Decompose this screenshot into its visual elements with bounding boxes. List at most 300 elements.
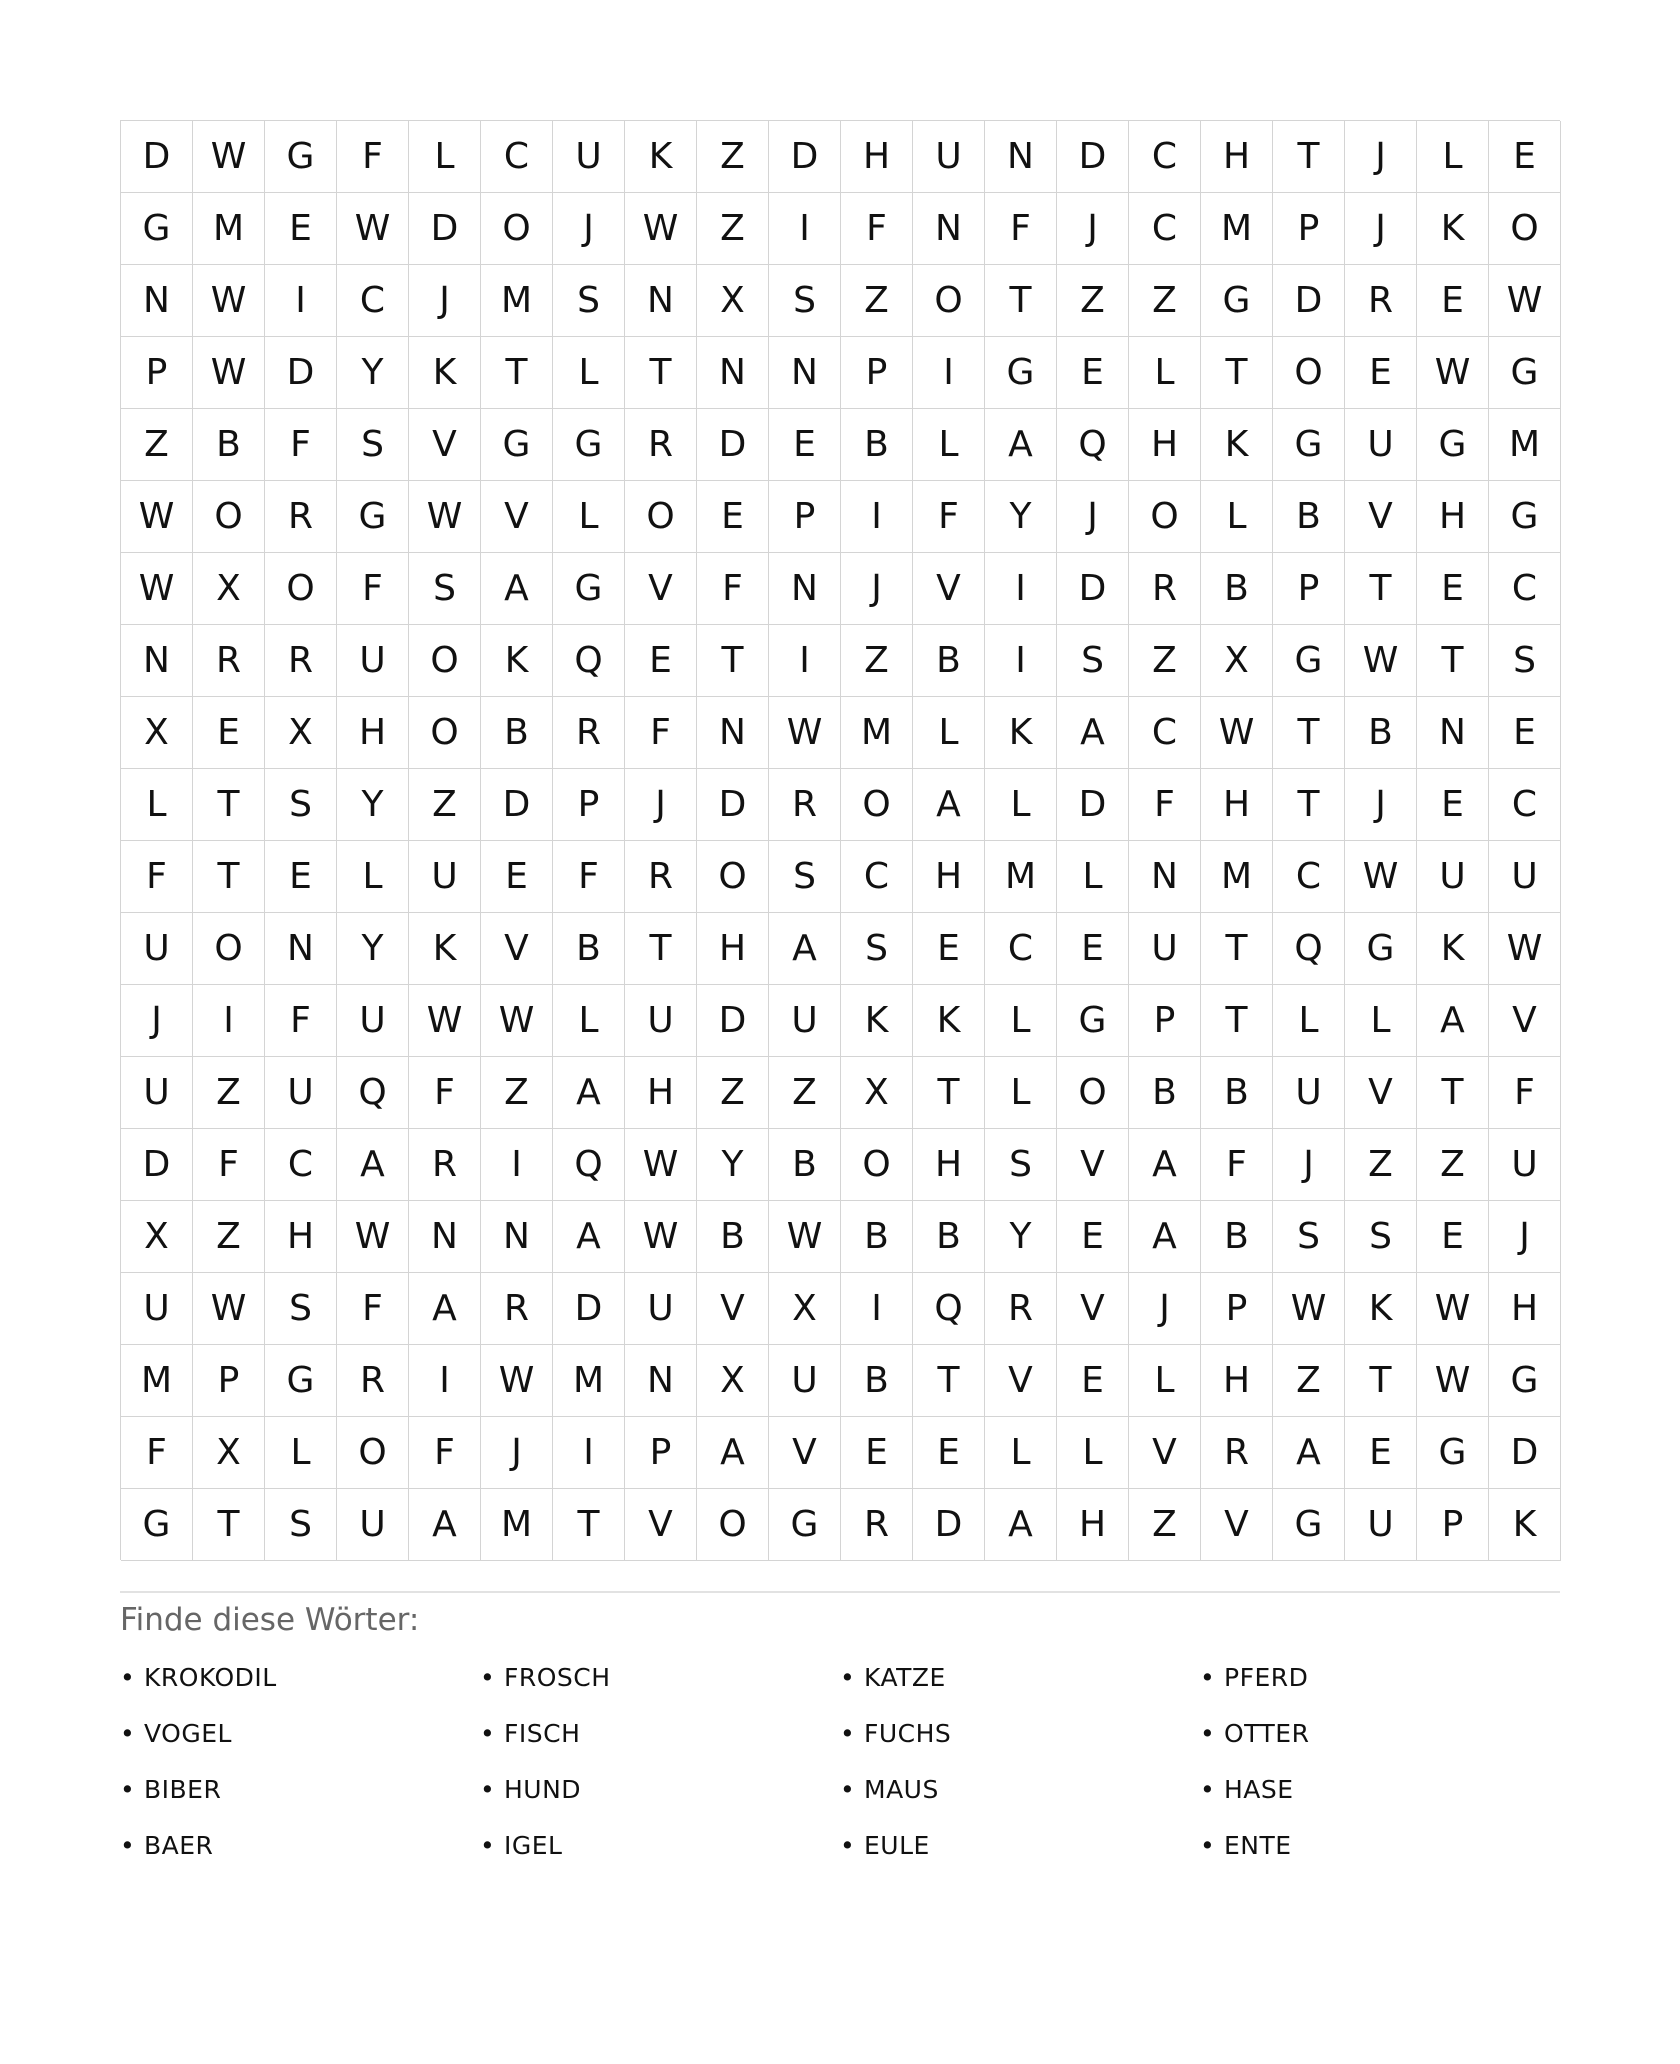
grid-cell[interactable]: U [337,1489,409,1561]
grid-cell[interactable]: W [1417,1345,1489,1417]
grid-cell[interactable]: M [1201,193,1273,265]
grid-cell[interactable]: O [193,481,265,553]
grid-cell[interactable]: S [265,1489,337,1561]
grid-cell[interactable]: Q [553,625,625,697]
grid-cell[interactable]: W [193,337,265,409]
grid-cell[interactable]: M [121,1345,193,1417]
grid-cell[interactable]: Z [1129,1489,1201,1561]
grid-cell[interactable]: F [1489,1057,1561,1129]
grid-cell[interactable]: Q [1273,913,1345,985]
grid-cell[interactable]: L [337,841,409,913]
grid-cell[interactable]: F [265,985,337,1057]
grid-cell[interactable]: K [1201,409,1273,481]
grid-cell[interactable]: C [1129,697,1201,769]
grid-cell[interactable]: L [409,121,481,193]
grid-cell[interactable]: R [985,1273,1057,1345]
grid-cell[interactable]: B [841,1345,913,1417]
grid-cell[interactable]: G [769,1489,841,1561]
grid-cell[interactable]: H [1201,769,1273,841]
grid-cell[interactable]: M [481,265,553,337]
grid-cell[interactable]: T [193,769,265,841]
grid-cell[interactable]: K [1489,1489,1561,1561]
grid-cell[interactable]: T [1345,1345,1417,1417]
grid-cell[interactable]: D [265,337,337,409]
grid-cell[interactable]: I [769,193,841,265]
grid-cell[interactable]: T [1345,553,1417,625]
grid-cell[interactable]: D [481,769,553,841]
grid-cell[interactable]: D [1057,121,1129,193]
grid-cell[interactable]: B [1201,1057,1273,1129]
grid-cell[interactable]: T [193,1489,265,1561]
grid-cell[interactable]: Z [1129,265,1201,337]
grid-cell[interactable]: E [1345,337,1417,409]
grid-cell[interactable]: L [985,769,1057,841]
grid-cell[interactable]: D [697,985,769,1057]
grid-cell[interactable]: V [1057,1129,1129,1201]
grid-cell[interactable]: R [841,1489,913,1561]
grid-cell[interactable]: G [121,193,193,265]
grid-cell[interactable]: T [1201,337,1273,409]
grid-cell[interactable]: W [1489,913,1561,985]
grid-cell[interactable]: I [985,553,1057,625]
grid-cell[interactable]: O [193,913,265,985]
grid-cell[interactable]: S [409,553,481,625]
grid-cell[interactable]: J [121,985,193,1057]
grid-cell[interactable]: Z [409,769,481,841]
grid-cell[interactable]: J [1345,769,1417,841]
grid-cell[interactable]: N [1417,697,1489,769]
grid-cell[interactable]: U [769,985,841,1057]
grid-cell[interactable]: X [121,1201,193,1273]
grid-cell[interactable]: C [1489,553,1561,625]
grid-cell[interactable]: S [769,841,841,913]
grid-cell[interactable]: E [769,409,841,481]
grid-cell[interactable]: T [625,913,697,985]
grid-cell[interactable]: P [841,337,913,409]
grid-cell[interactable]: L [1417,121,1489,193]
grid-cell[interactable]: J [1345,193,1417,265]
grid-cell[interactable]: F [625,697,697,769]
grid-cell[interactable]: I [265,265,337,337]
grid-cell[interactable]: W [769,697,841,769]
grid-cell[interactable]: F [1201,1129,1273,1201]
grid-cell[interactable]: U [121,913,193,985]
grid-cell[interactable]: H [265,1201,337,1273]
grid-cell[interactable]: F [121,841,193,913]
grid-cell[interactable]: W [1489,265,1561,337]
grid-cell[interactable]: H [1057,1489,1129,1561]
grid-cell[interactable]: T [1273,769,1345,841]
grid-cell[interactable]: G [1273,625,1345,697]
grid-cell[interactable]: O [337,1417,409,1489]
grid-cell[interactable]: A [697,1417,769,1489]
grid-cell[interactable]: L [1273,985,1345,1057]
grid-cell[interactable]: C [985,913,1057,985]
grid-cell[interactable]: E [1057,337,1129,409]
grid-cell[interactable]: G [1417,409,1489,481]
grid-cell[interactable]: T [1273,697,1345,769]
grid-cell[interactable]: R [481,1273,553,1345]
grid-cell[interactable]: K [985,697,1057,769]
grid-cell[interactable]: H [1417,481,1489,553]
grid-cell[interactable]: N [697,337,769,409]
grid-cell[interactable]: L [1201,481,1273,553]
grid-cell[interactable]: R [337,1345,409,1417]
grid-cell[interactable]: C [1129,121,1201,193]
grid-cell[interactable]: A [481,553,553,625]
grid-cell[interactable]: M [1201,841,1273,913]
grid-cell[interactable]: Z [697,193,769,265]
grid-cell[interactable]: D [1057,553,1129,625]
grid-cell[interactable]: X [697,265,769,337]
grid-cell[interactable]: G [265,1345,337,1417]
grid-cell[interactable]: N [769,553,841,625]
grid-cell[interactable]: X [121,697,193,769]
grid-cell[interactable]: P [769,481,841,553]
grid-cell[interactable]: A [1129,1129,1201,1201]
grid-cell[interactable]: T [1417,1057,1489,1129]
grid-cell[interactable]: Z [193,1201,265,1273]
grid-cell[interactable]: V [913,553,985,625]
grid-cell[interactable]: T [1201,985,1273,1057]
grid-cell[interactable]: B [697,1201,769,1273]
grid-cell[interactable]: U [337,985,409,1057]
grid-cell[interactable]: K [1417,913,1489,985]
grid-cell[interactable]: G [1489,481,1561,553]
grid-cell[interactable]: M [193,193,265,265]
grid-cell[interactable]: D [913,1489,985,1561]
grid-cell[interactable]: C [1489,769,1561,841]
grid-cell[interactable]: L [1057,841,1129,913]
grid-cell[interactable]: D [409,193,481,265]
grid-cell[interactable]: W [1201,697,1273,769]
grid-cell[interactable]: L [1345,985,1417,1057]
grid-cell[interactable]: E [1417,553,1489,625]
grid-cell[interactable]: G [1201,265,1273,337]
grid-cell[interactable]: H [913,1129,985,1201]
grid-cell[interactable]: M [553,1345,625,1417]
grid-cell[interactable]: R [409,1129,481,1201]
grid-cell[interactable]: Z [1057,265,1129,337]
grid-cell[interactable]: F [193,1129,265,1201]
grid-cell[interactable]: Z [1129,625,1201,697]
grid-cell[interactable]: L [985,1417,1057,1489]
grid-cell[interactable]: M [841,697,913,769]
grid-cell[interactable]: S [841,913,913,985]
grid-cell[interactable]: W [625,1129,697,1201]
grid-cell[interactable]: A [985,1489,1057,1561]
grid-cell[interactable]: R [1129,553,1201,625]
grid-cell[interactable]: C [481,121,553,193]
grid-cell[interactable]: R [625,841,697,913]
grid-cell[interactable]: O [409,697,481,769]
grid-cell[interactable]: D [1057,769,1129,841]
grid-cell[interactable]: S [985,1129,1057,1201]
grid-cell[interactable]: T [481,337,553,409]
grid-cell[interactable]: T [553,1489,625,1561]
grid-cell[interactable]: F [265,409,337,481]
grid-cell[interactable]: B [481,697,553,769]
grid-cell[interactable]: W [409,481,481,553]
grid-cell[interactable]: W [625,1201,697,1273]
grid-cell[interactable]: L [1129,1345,1201,1417]
grid-cell[interactable]: Z [769,1057,841,1129]
grid-cell[interactable]: K [1417,193,1489,265]
grid-cell[interactable]: G [1273,409,1345,481]
grid-cell[interactable]: B [1345,697,1417,769]
grid-cell[interactable]: P [1273,193,1345,265]
grid-cell[interactable]: X [769,1273,841,1345]
grid-cell[interactable]: C [1273,841,1345,913]
grid-cell[interactable]: V [697,1273,769,1345]
grid-cell[interactable]: L [1129,337,1201,409]
grid-cell[interactable]: I [769,625,841,697]
grid-cell[interactable]: B [913,1201,985,1273]
grid-cell[interactable]: E [697,481,769,553]
grid-cell[interactable]: L [913,697,985,769]
grid-cell[interactable]: U [1417,841,1489,913]
grid-cell[interactable]: T [1417,625,1489,697]
grid-cell[interactable]: N [121,625,193,697]
grid-cell[interactable]: N [697,697,769,769]
grid-cell[interactable]: A [985,409,1057,481]
grid-cell[interactable]: J [481,1417,553,1489]
grid-cell[interactable]: W [481,1345,553,1417]
grid-cell[interactable]: L [121,769,193,841]
grid-cell[interactable]: T [625,337,697,409]
grid-cell[interactable]: U [625,985,697,1057]
grid-cell[interactable]: G [337,481,409,553]
grid-cell[interactable]: R [265,481,337,553]
grid-cell[interactable]: G [481,409,553,481]
grid-cell[interactable]: X [193,553,265,625]
grid-cell[interactable]: D [121,121,193,193]
grid-cell[interactable]: B [841,1201,913,1273]
grid-cell[interactable]: Z [121,409,193,481]
grid-cell[interactable]: V [481,481,553,553]
grid-cell[interactable]: H [1201,1345,1273,1417]
grid-cell[interactable]: Y [337,337,409,409]
grid-cell[interactable]: O [1129,481,1201,553]
grid-cell[interactable]: N [625,265,697,337]
grid-cell[interactable]: B [1201,1201,1273,1273]
grid-cell[interactable]: S [337,409,409,481]
grid-cell[interactable]: W [337,1201,409,1273]
grid-cell[interactable]: U [1345,1489,1417,1561]
grid-cell[interactable]: N [409,1201,481,1273]
grid-cell[interactable]: O [625,481,697,553]
grid-cell[interactable]: V [625,1489,697,1561]
grid-cell[interactable]: U [1489,841,1561,913]
grid-cell[interactable]: G [985,337,1057,409]
grid-cell[interactable]: S [1489,625,1561,697]
grid-cell[interactable]: S [553,265,625,337]
grid-cell[interactable]: W [193,1273,265,1345]
grid-cell[interactable]: W [1417,337,1489,409]
grid-cell[interactable]: K [841,985,913,1057]
grid-cell[interactable]: B [841,409,913,481]
grid-cell[interactable]: V [985,1345,1057,1417]
grid-cell[interactable]: N [985,121,1057,193]
grid-cell[interactable]: Y [985,481,1057,553]
grid-cell[interactable]: E [1417,1201,1489,1273]
grid-cell[interactable]: T [193,841,265,913]
grid-cell[interactable]: Q [337,1057,409,1129]
grid-cell[interactable]: T [1201,913,1273,985]
grid-cell[interactable]: E [1489,697,1561,769]
grid-cell[interactable]: C [841,841,913,913]
grid-cell[interactable]: Q [1057,409,1129,481]
grid-cell[interactable]: D [1273,265,1345,337]
grid-cell[interactable]: W [193,121,265,193]
grid-cell[interactable]: B [1273,481,1345,553]
grid-cell[interactable]: U [1345,409,1417,481]
grid-cell[interactable]: E [481,841,553,913]
grid-cell[interactable]: G [1345,913,1417,985]
grid-cell[interactable]: H [625,1057,697,1129]
grid-cell[interactable]: F [337,1273,409,1345]
grid-cell[interactable]: W [1273,1273,1345,1345]
grid-cell[interactable]: J [1057,193,1129,265]
grid-cell[interactable]: C [337,265,409,337]
grid-cell[interactable]: E [1417,769,1489,841]
grid-cell[interactable]: E [1417,265,1489,337]
grid-cell[interactable]: U [121,1273,193,1345]
grid-cell[interactable]: F [1129,769,1201,841]
grid-cell[interactable]: P [121,337,193,409]
grid-cell[interactable]: W [193,265,265,337]
grid-cell[interactable]: U [1129,913,1201,985]
grid-cell[interactable]: P [193,1345,265,1417]
grid-cell[interactable]: H [841,121,913,193]
grid-cell[interactable]: P [625,1417,697,1489]
grid-cell[interactable]: I [985,625,1057,697]
grid-cell[interactable]: I [841,1273,913,1345]
grid-cell[interactable]: X [697,1345,769,1417]
grid-cell[interactable]: J [841,553,913,625]
grid-cell[interactable]: K [625,121,697,193]
grid-cell[interactable]: E [193,697,265,769]
grid-cell[interactable]: G [1489,1345,1561,1417]
grid-cell[interactable]: L [553,481,625,553]
grid-cell[interactable]: G [1489,337,1561,409]
grid-cell[interactable]: U [265,1057,337,1129]
grid-cell[interactable]: E [265,841,337,913]
grid-cell[interactable]: L [553,985,625,1057]
grid-cell[interactable]: K [409,337,481,409]
grid-cell[interactable]: B [769,1129,841,1201]
grid-cell[interactable]: M [481,1489,553,1561]
grid-cell[interactable]: H [1489,1273,1561,1345]
grid-cell[interactable]: J [1273,1129,1345,1201]
grid-cell[interactable]: D [1489,1417,1561,1489]
grid-cell[interactable]: F [337,553,409,625]
grid-cell[interactable]: W [1417,1273,1489,1345]
grid-cell[interactable]: A [409,1273,481,1345]
grid-cell[interactable]: W [121,553,193,625]
grid-cell[interactable]: G [1273,1489,1345,1561]
grid-cell[interactable]: D [121,1129,193,1201]
grid-cell[interactable]: L [985,1057,1057,1129]
grid-cell[interactable]: O [481,193,553,265]
grid-cell[interactable]: S [265,769,337,841]
grid-cell[interactable]: F [697,553,769,625]
grid-cell[interactable]: E [265,193,337,265]
grid-cell[interactable]: U [1273,1057,1345,1129]
grid-cell[interactable]: P [553,769,625,841]
grid-cell[interactable]: A [409,1489,481,1561]
grid-cell[interactable]: H [1201,121,1273,193]
grid-cell[interactable]: A [769,913,841,985]
grid-cell[interactable]: D [697,409,769,481]
grid-cell[interactable]: M [985,841,1057,913]
grid-cell[interactable]: O [1273,337,1345,409]
grid-cell[interactable]: A [1057,697,1129,769]
grid-cell[interactable]: I [193,985,265,1057]
grid-cell[interactable]: U [1489,1129,1561,1201]
grid-cell[interactable]: L [1057,1417,1129,1489]
grid-cell[interactable]: N [913,193,985,265]
grid-cell[interactable]: Z [841,265,913,337]
grid-cell[interactable]: T [913,1345,985,1417]
grid-cell[interactable]: F [409,1057,481,1129]
grid-cell[interactable]: Z [1417,1129,1489,1201]
grid-cell[interactable]: W [481,985,553,1057]
grid-cell[interactable]: Y [985,1201,1057,1273]
grid-cell[interactable]: S [265,1273,337,1345]
grid-cell[interactable]: D [769,121,841,193]
grid-cell[interactable]: B [553,913,625,985]
grid-cell[interactable]: P [1273,553,1345,625]
grid-cell[interactable]: E [1489,121,1561,193]
grid-cell[interactable]: G [1417,1417,1489,1489]
grid-cell[interactable]: V [625,553,697,625]
grid-cell[interactable]: A [1273,1417,1345,1489]
grid-cell[interactable]: W [337,193,409,265]
grid-cell[interactable]: K [481,625,553,697]
grid-cell[interactable]: B [913,625,985,697]
grid-cell[interactable]: O [409,625,481,697]
grid-cell[interactable]: L [913,409,985,481]
grid-cell[interactable]: O [1057,1057,1129,1129]
grid-cell[interactable]: W [409,985,481,1057]
grid-cell[interactable]: O [841,769,913,841]
grid-cell[interactable]: G [121,1489,193,1561]
grid-cell[interactable]: A [553,1201,625,1273]
grid-cell[interactable]: W [1345,625,1417,697]
grid-cell[interactable]: T [1273,121,1345,193]
grid-cell[interactable]: W [121,481,193,553]
grid-cell[interactable]: Z [697,1057,769,1129]
grid-cell[interactable]: R [625,409,697,481]
grid-cell[interactable]: R [193,625,265,697]
grid-cell[interactable]: K [409,913,481,985]
grid-cell[interactable]: F [409,1417,481,1489]
grid-cell[interactable]: F [121,1417,193,1489]
grid-cell[interactable]: F [337,121,409,193]
grid-cell[interactable]: A [1129,1201,1201,1273]
grid-cell[interactable]: L [985,985,1057,1057]
grid-cell[interactable]: O [697,1489,769,1561]
grid-cell[interactable]: F [841,193,913,265]
grid-cell[interactable]: K [913,985,985,1057]
grid-cell[interactable]: M [1489,409,1561,481]
grid-cell[interactable]: E [1057,1345,1129,1417]
grid-cell[interactable]: C [1129,193,1201,265]
grid-cell[interactable]: N [121,265,193,337]
grid-cell[interactable]: A [337,1129,409,1201]
grid-cell[interactable]: E [841,1417,913,1489]
